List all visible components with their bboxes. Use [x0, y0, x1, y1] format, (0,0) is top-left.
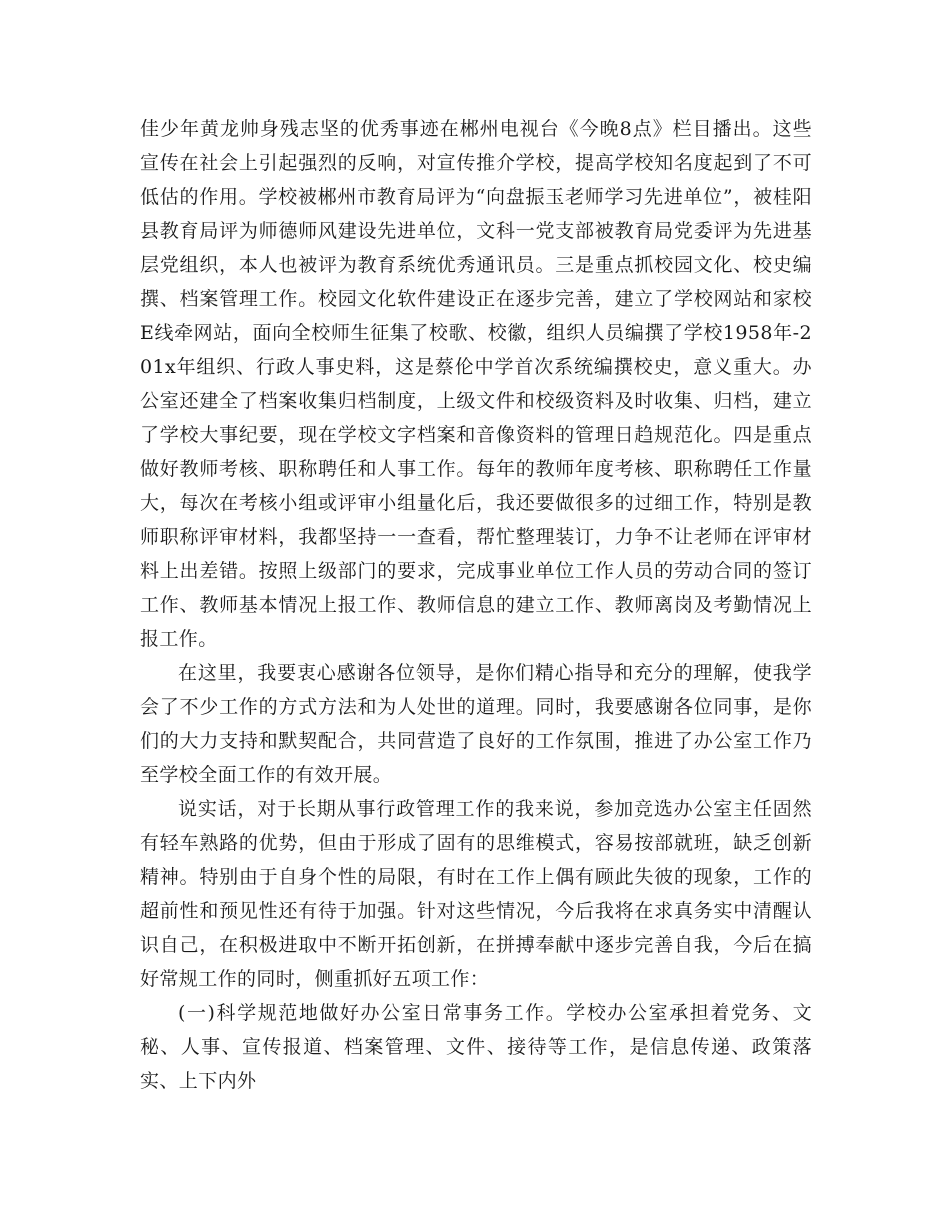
- document-body: [140, 112, 812, 1098]
- paragraph-4: (一)科学规范地做好办公室日常事务工作。学校办公室承担着党务、文秘、人事、宣传报道、档案管理、文件、接待等工作，是信息传递、政策落实、上下内外: [140, 1002, 812, 1092]
- paragraph-1: 佳少年黄龙帅身残志坚的优秀事迹在郴州电视台《今晚8点》栏目播出。这些宣传在社会上引起强烈的反响，对宣传推介学校，提高学校知名度起到了不可低估的作用。学校被郴州市教育局评为“向盘振玉老师学习先进单位”，被桂阳县教育局评为师德师风建设先进单位，文科一党支部被教育局党委评为先进基层党组织，本人也被评为教育系统优秀通讯员。三是重点抓校园文化、校史编撰、档案管理工作。校园文化软件建设正在逐步完善，建立了学校网站和家校E线牵网站，面向全校师生征集了校歌、校徽，组织人员编撰了学校1958年-201x年组织、行政人事史料，这是蔡伦中学首次系统编撰校史，意义重大。办公室还建全了档案收集归档制度，上级文件和校级资料及时收集、归档，建立了学校大事纪要，现在学校文字档案和音像资料的管理日趋规范化。四是重点做好教师考核、职称聘任和人事工作。每年的教师年度考核、职称聘任工作量大，每次在考核小组或评审小组量化后，我还要做很多的过细工作，特别是教师职称评审材料，我都坚持一一查看，帮忙整理装订，力争不让老师在评审材料上出差错。按照上级部门的要求，完成事业单位工作人员的劳动合同的签订工作、教师基本情况上报工作、教师信息的建立工作、教师离岗及考勤情况上报工作。: [140, 118, 812, 650]
- paragraph-2: 在这里，我要衷心感谢各位领导，是你们精心指导和充分的理解，使我学会了不少工作的方式方法和为人处世的道理。同时，我要感谢各位同事，是你们的大力支持和默契配合，共同营造了良好的工作氛围，推进了办公室工作乃至学校全面工作的有效开展。: [140, 662, 812, 786]
- paragraph-3: 说实话，对于长期从事行政管理工作的我来说，参加竞选办公室主任固然有轻车熟路的优势，但由于形成了固有的思维模式，容易按部就班，缺乏创新精神。特别由于自身个性的局限，有时在工作上偶有顾此失彼的现象，工作的超前性和预见性还有待于加强。针对这些情况，今后我将在求真务实中清醒认识自己，在积极进取中不断开拓创新，在拼搏奉献中逐步完善自我，今后在搞好常规工作的同时，侧重抓好五项工作：: [140, 798, 812, 990]
